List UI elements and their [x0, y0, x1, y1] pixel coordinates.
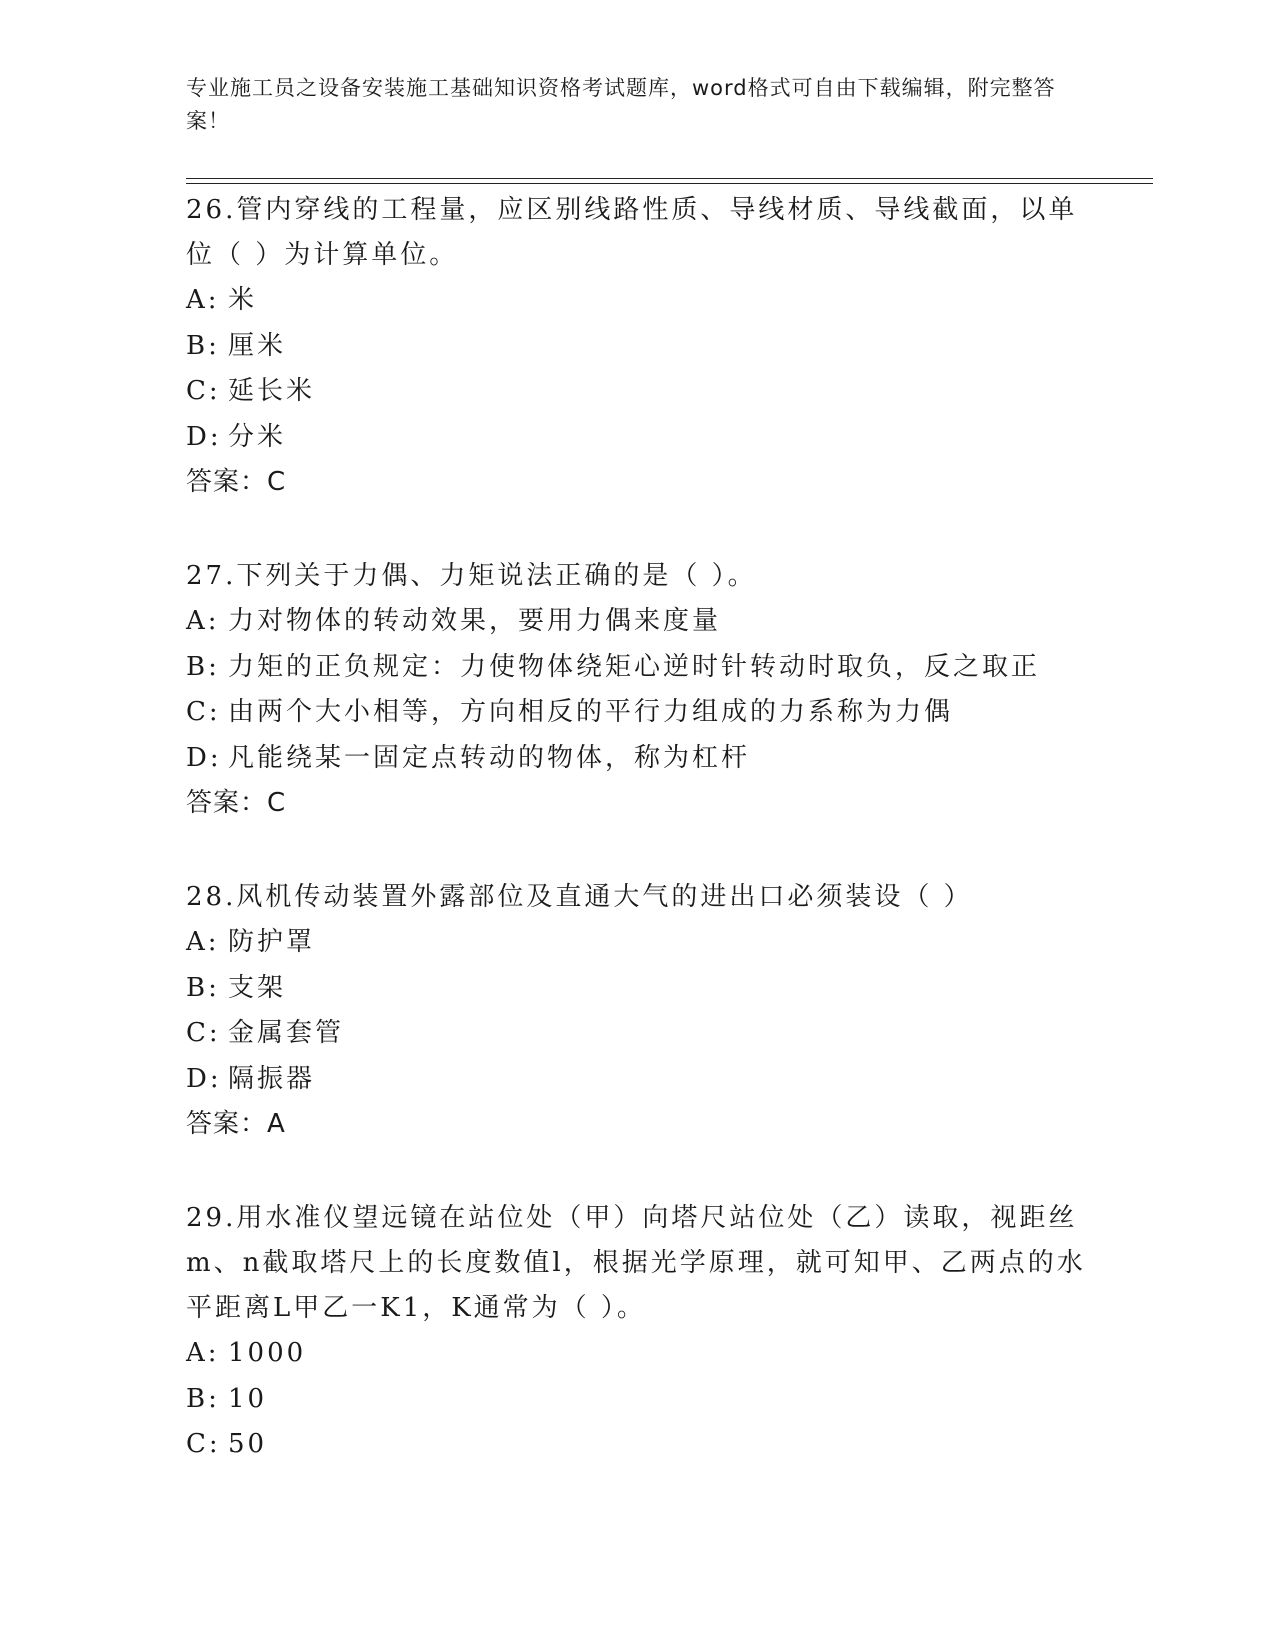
option-b — [186, 324, 1086, 370]
option-key: A: — [186, 927, 220, 957]
option-text: 力矩的正负规定：力使物体绕矩心逆时针转动时取负，反之取正 — [228, 651, 1041, 682]
option-key: D: — [186, 1063, 222, 1094]
option-text: 金属套管 — [228, 1018, 345, 1048]
question-list — [186, 188, 1086, 1468]
option-text: 防护罩 — [228, 927, 316, 957]
option-key: B: — [186, 330, 220, 361]
header-divider-top — [186, 178, 1153, 179]
answer-line: 答案：A — [186, 1109, 286, 1139]
question-stem: 28.风机传动装置外露部位及直通大气的进出口必须装设（ ） — [186, 882, 973, 912]
question-stem: 27.下列关于力偶、力矩说法正确的是（ ）。 — [186, 561, 757, 591]
option-c — [186, 690, 1086, 736]
header-divider-bottom — [186, 183, 1153, 184]
option-b — [186, 966, 1086, 1012]
question-27 — [186, 554, 1086, 826]
question-28 — [186, 875, 1086, 1147]
option-a — [186, 920, 1086, 966]
option-text: 分米 — [228, 421, 287, 452]
option-text: 由两个大小相等，方向相反的平行力组成的力系称为力偶 — [228, 697, 954, 727]
question-stem: 29.用水准仪望远镜在站位处（甲）向塔尺站位处（乙）读取，视距丝m、n截取塔尺上的长度数值l，根据光学原理，就可知甲、乙两点的水平距离L甲乙一K1，K通常为（ ）。 — [186, 1203, 1086, 1323]
option-text: 米 — [228, 285, 258, 315]
question-stem: 26.管内穿线的工程量，应区别线路性质、导线材质、导线截面，以单位（ ）为计算单位。 — [186, 195, 1078, 270]
question-26 — [186, 188, 1086, 505]
option-text: 50 — [228, 1429, 268, 1459]
option-key: D: — [186, 742, 222, 773]
header-title: 专业施工员之设备安装施工基础知识资格考试题库，word格式可自由下载编辑，附完整答案！ — [186, 76, 1056, 133]
option-key: B: — [186, 651, 220, 682]
option-text: 厘米 — [228, 330, 287, 361]
option-text: 1000 — [228, 1338, 307, 1368]
option-text: 力对物体的转动效果，要用力偶来度量 — [228, 606, 722, 636]
option-b — [186, 1377, 1086, 1423]
option-key: A: — [186, 285, 220, 315]
answer-line: 答案：C — [186, 788, 287, 818]
option-text: 延长米 — [228, 376, 316, 406]
option-key: D: — [186, 421, 222, 452]
option-text: 10 — [228, 1383, 268, 1414]
option-key: A: — [186, 606, 220, 636]
option-d — [186, 1057, 1086, 1103]
option-a — [186, 599, 1086, 645]
option-text: 隔振器 — [228, 1063, 316, 1094]
option-key: C: — [186, 1018, 221, 1048]
option-key: A: — [186, 1338, 220, 1368]
option-key: C: — [186, 1429, 221, 1459]
option-a — [186, 278, 1086, 324]
option-c — [186, 369, 1086, 415]
document-header — [186, 72, 1086, 138]
option-d — [186, 415, 1086, 461]
option-key: C: — [186, 697, 221, 727]
option-c — [186, 1011, 1086, 1057]
question-29 — [186, 1196, 1086, 1468]
option-d — [186, 736, 1086, 782]
option-text: 支架 — [228, 972, 287, 1003]
option-text: 凡能绕某一固定点转动的物体，称为杠杆 — [228, 742, 751, 773]
option-b — [186, 645, 1086, 691]
option-key: C: — [186, 376, 221, 406]
option-a — [186, 1331, 1086, 1377]
option-key: B: — [186, 972, 220, 1003]
answer-line: 答案：C — [186, 467, 287, 497]
option-key: B: — [186, 1383, 220, 1414]
option-c — [186, 1422, 1086, 1468]
